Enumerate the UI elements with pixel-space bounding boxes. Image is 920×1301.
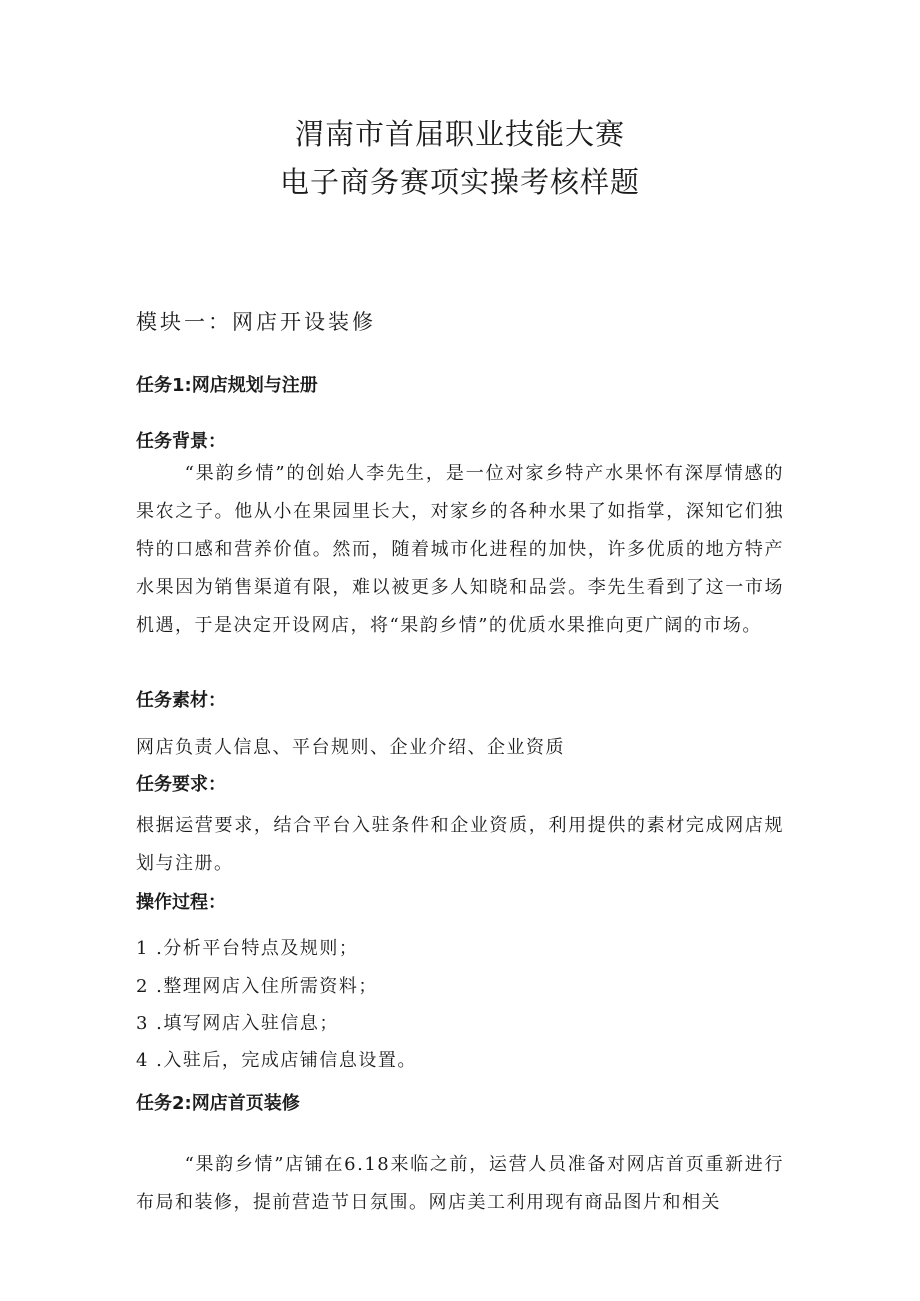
task1-requirement-label: 任务要求： [136, 774, 226, 795]
task2-title: 任务2:网店首页装修 [136, 1093, 300, 1114]
task1-background-label: 任务背景： [136, 431, 226, 452]
process-step: 2 .整理网店入住所需资料； [136, 976, 378, 997]
process-step: 4 .入驻后，完成店铺信息设置。 [136, 1050, 417, 1071]
task1-requirement-text: 根据运营要求，结合平台入驻条件和企业资质，利用提供的素材完成网店规划与注册。 [136, 815, 784, 874]
task1-material-text: 网店负责人信息、平台规则、企业介绍、企业资质 [136, 737, 565, 758]
module-heading: 模块一：网店开设装修 [136, 310, 376, 334]
task1-background-text: “果韵乡情”的创始人李先生，是一位对家乡特产水果怀有深厚情感的果农之子。他从小在果园里长大，对家乡的各种水果了如指掌，深知它们独特的口感和营养价值。然而，随着城市化进程的加快，许多优质的地方特产水果因为销售渠道有限，难以被更多人知晓和品尝。李先生看到了这一市场机遇，于是决定开设网店，将“果韵乡情”的优质水果推向更广阔的市场。 [136, 463, 784, 636]
process-step: 3 .填写网店入驻信息； [136, 1013, 339, 1034]
task1-process-label: 操作过程： [136, 892, 226, 913]
task1-title: 任务1:网店规划与注册 [136, 375, 318, 396]
task1-material-label: 任务素材： [136, 690, 226, 711]
document-title-line2: 电子商务赛项实操考核样题 [279, 165, 640, 199]
process-step: 1 .分析平台特点及规则； [136, 938, 359, 959]
document-title-line1: 渭南市首届职业技能大赛 [294, 117, 625, 151]
task2-intro-text: “果韵乡情”店铺在6.18来临之前，运营人员准备对网店首页重新进行布局和装修，提前营造节日氛围。网店美工利用现有商品图片和相关 [136, 1154, 784, 1213]
